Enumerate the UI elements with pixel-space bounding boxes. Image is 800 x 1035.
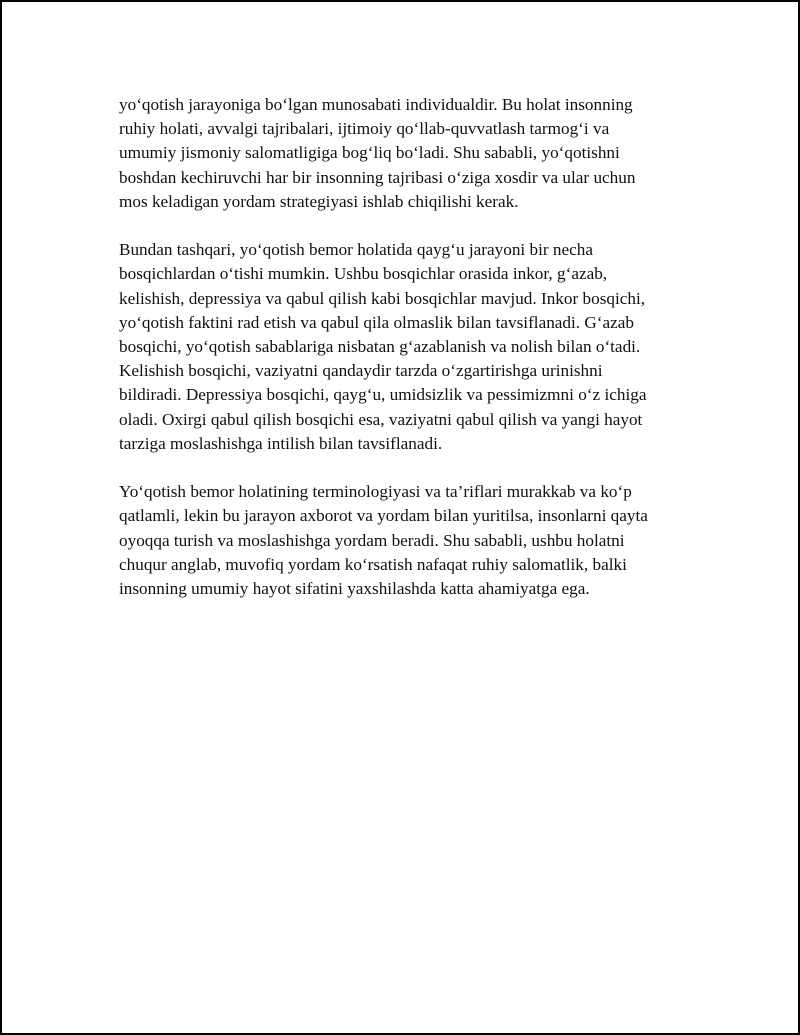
paragraph-conclusion: Yo‘qotish bemor holatining terminologiyasi va ta’riflari murakkab va ko‘p qatlamli, lekin bu jarayon axborot va yordam bilan yuritilsa, insonlarni qayta oyoqqa turish va moslashishga yordam beradi. Shu sababli, ushbu holatni chuqur anglab, muvofiq yordam ko‘rsatish nafaqat ruhiy salomatlik, balki insonning umumiy hayot sifatini yaxshilashda katta ahamiyatga ega. xyxy=(119,482,648,599)
paragraph-individual-reaction: yo‘qotish jarayoniga bo‘lgan munosabati individualdir. Bu holat insonning ruhiy holati, avvalgi tajribalari, ijtimoiy qo‘llab-quvvatlash tarmog‘i va umumiy jismoniy salomatligiga bog‘liq bo‘ladi. Shu sababli, yo‘qotishni boshdan kechiruvchi har bir insonning tajribasi o‘ziga xosdir va ular uchun mos keladigan yordam strategiyasi ishlab chiqilishi kerak. xyxy=(119,95,636,211)
paragraph-grief-stages: Bundan tashqari, yo‘qotish bemor holatida qayg‘u jarayoni bir necha bosqichlardan o‘tishi mumkin. Ushbu bosqichlar orasida inkor, g‘azab, kelishish, depressiya va qabul qilish kabi bosqichlar mavjud. Inkor bosqichi, yo‘qotish faktini rad etish va qabul qila olmaslik bilan tavsiflanadi. G‘azab bosqichi, yo‘qotish sabablariga nisbatan g‘azablanish va nolish bilan o‘tadi. Kelishish bosqichi, vaziyatni qandaydir tarzda o‘zgartirishga urinishni bildiradi. Depressiya bosqichi, qayg‘u, umidsizlik va pessimizmni o‘z ichiga oladi. Oxirgi qabul qilish bosqichi esa, vaziyatni qabul qilish va yangi hayot tarziga moslashishga intilish bilan tavsiflanadi. xyxy=(119,240,647,453)
document-body xyxy=(119,93,699,625)
